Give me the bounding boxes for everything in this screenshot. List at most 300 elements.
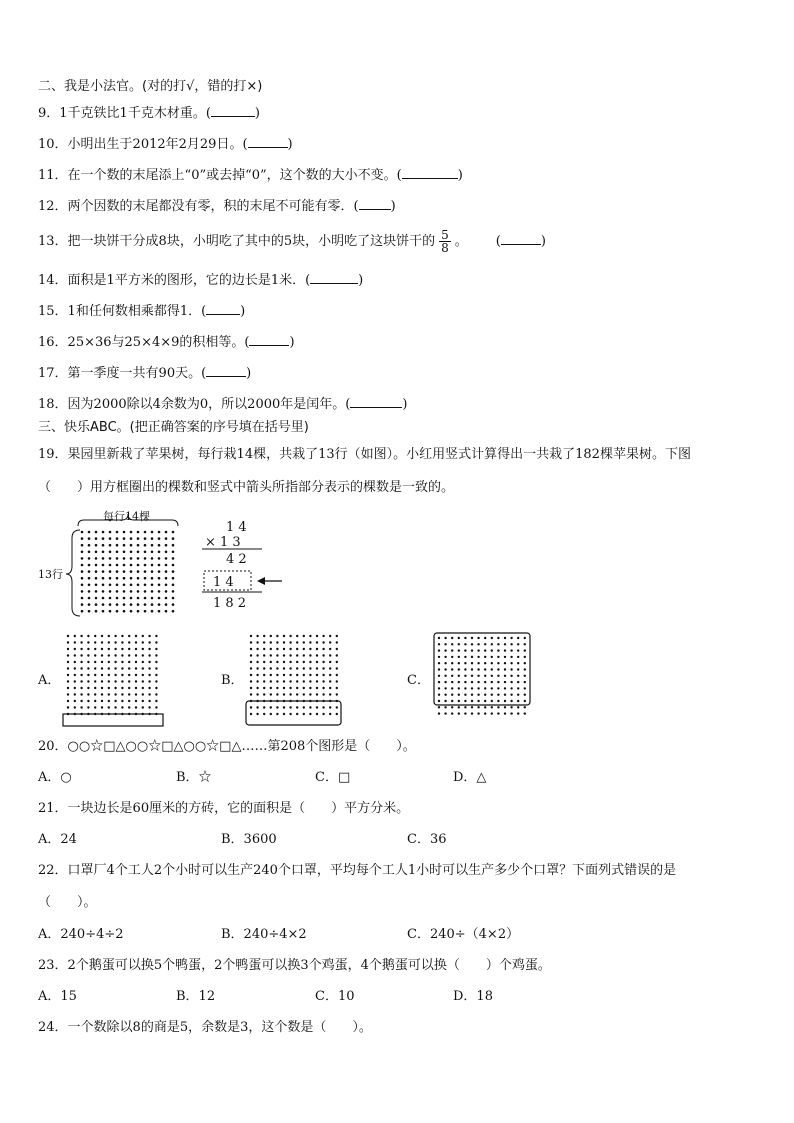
tree-dot — [250, 641, 252, 643]
tree-dot — [263, 693, 265, 695]
tree-dot — [144, 551, 147, 554]
q22-option-b[interactable]: B．240÷4×2 — [221, 927, 307, 942]
tree-dot — [510, 712, 512, 714]
tree-dot — [471, 643, 473, 645]
tree-dot — [128, 635, 130, 637]
tree-dot — [151, 597, 154, 600]
q23-option-d[interactable]: D．18 — [453, 989, 493, 1004]
tree-dot — [491, 637, 493, 639]
tree-dot — [81, 551, 84, 554]
tree-dot — [309, 693, 311, 695]
tree-dot — [484, 706, 486, 708]
q22-option-a[interactable]: A．240÷4÷2 — [38, 927, 124, 942]
item-text: 把一块饼干分成8块，小明吃了其中的5块，小明吃了这块饼干的 — [67, 234, 436, 249]
q20-option-a[interactable]: A．○ — [38, 770, 72, 785]
tree-dot — [336, 680, 338, 682]
tree-dot — [491, 649, 493, 651]
tree-dot — [94, 700, 96, 702]
tree-dot — [137, 557, 140, 560]
tree-dot — [135, 706, 137, 708]
option-a-label[interactable]: A． — [38, 673, 61, 688]
q22-option-c[interactable]: C．240÷（4×2） — [407, 927, 520, 942]
tree-dot — [74, 687, 76, 689]
tree-dot — [137, 551, 140, 554]
tree-dot — [81, 597, 84, 600]
option-c-dot-grid — [438, 637, 526, 715]
tree-dot — [250, 654, 252, 656]
tree-dot — [158, 537, 161, 540]
tree-dot — [87, 667, 89, 669]
tree-dot — [121, 693, 123, 695]
tree-dot — [524, 649, 526, 651]
tree-dot — [283, 687, 285, 689]
tree-dot — [263, 661, 265, 663]
tree-dot — [296, 667, 298, 669]
tree-dot — [477, 694, 479, 696]
tree-dot — [172, 551, 175, 554]
calc-row-product: 1 8 2 — [213, 596, 247, 611]
tree-dot — [524, 694, 526, 696]
tree-dot — [250, 693, 252, 695]
tree-dot — [158, 577, 161, 580]
item-number: 17． — [38, 366, 68, 381]
tree-dot — [94, 680, 96, 682]
tree-dot — [336, 635, 338, 637]
tree-dot — [144, 537, 147, 540]
tree-dot — [491, 712, 493, 714]
tree-dot — [263, 713, 265, 715]
tree-dot — [471, 649, 473, 651]
tree-dot — [283, 680, 285, 682]
tree-dot — [296, 687, 298, 689]
tree-dot — [88, 570, 91, 573]
tree-dot — [67, 635, 69, 637]
option-b-label[interactable]: B． — [221, 673, 244, 688]
tree-dot — [524, 643, 526, 645]
tree-dot — [444, 649, 446, 651]
tree-dot — [130, 603, 133, 606]
tree-dot — [158, 557, 161, 560]
item-text: 小明出生于2012年2月29日。( — [67, 137, 248, 152]
tree-dot — [504, 712, 506, 714]
option-c-label[interactable]: C． — [407, 673, 430, 688]
tree-dot — [130, 537, 133, 540]
q23-option-a[interactable]: A．15 — [38, 989, 77, 1004]
tree-dot — [250, 706, 252, 708]
tree-dot — [451, 637, 453, 639]
tree-dot — [491, 656, 493, 658]
tree-dot — [438, 643, 440, 645]
tree-dot — [74, 641, 76, 643]
tree-dot — [101, 654, 103, 656]
tree-dot — [148, 667, 150, 669]
tree-dot — [80, 635, 82, 637]
tree-dot — [250, 674, 252, 676]
tree-dot — [155, 700, 157, 702]
tree-dot — [80, 641, 82, 643]
tree-dot — [296, 674, 298, 676]
tree-dot — [94, 674, 96, 676]
tree-dot — [444, 712, 446, 714]
tree-dot — [322, 648, 324, 650]
tree-dot — [316, 706, 318, 708]
tree-dot — [80, 661, 82, 663]
option-c-box — [434, 633, 530, 705]
q20-option-c[interactable]: C．□ — [315, 770, 351, 785]
tree-dot — [524, 700, 526, 702]
tree-dot — [67, 641, 69, 643]
tree-dot — [497, 649, 499, 651]
item-text: 第一季度一共有90天。( — [67, 366, 207, 381]
tree-dot — [128, 693, 130, 695]
tree-dot — [114, 700, 116, 702]
tree-dot — [316, 680, 318, 682]
tree-dot — [123, 557, 126, 560]
tree-dot — [109, 557, 112, 560]
tree-dot — [524, 662, 526, 664]
tree-dot — [135, 635, 137, 637]
tree-dot — [94, 654, 96, 656]
tree-dot — [296, 641, 298, 643]
tree-dot — [329, 674, 331, 676]
tree-dot — [87, 654, 89, 656]
tree-dot — [151, 544, 154, 547]
tree-dot — [148, 674, 150, 676]
tree-dot — [102, 557, 105, 560]
tree-dot — [67, 674, 69, 676]
tree-dot — [94, 706, 96, 708]
tree-dot — [95, 577, 98, 580]
tree-dot — [121, 700, 123, 702]
tree-dot — [95, 584, 98, 587]
tree-dot — [524, 637, 526, 639]
tree-dot — [109, 577, 112, 580]
tree-dot — [108, 680, 110, 682]
tree-dot — [74, 700, 76, 702]
tree-dot — [263, 641, 265, 643]
tree-dot — [484, 668, 486, 670]
item-text: ○○☆□△○○☆□△○○☆□△……第208个图形是（ ）。 — [67, 739, 416, 754]
tree-dot — [336, 661, 338, 663]
tree-dot — [464, 675, 466, 677]
q24-stem — [38, 1020, 372, 1036]
judge-item-10: 10．小明出生于2012年2月29日。( ) — [38, 137, 293, 152]
tree-dot — [497, 643, 499, 645]
tree-dot — [464, 668, 466, 670]
tree-dot — [497, 668, 499, 670]
item-number: 16． — [38, 335, 68, 350]
tree-dot — [135, 700, 137, 702]
tree-dot — [121, 667, 123, 669]
tree-dot — [451, 656, 453, 658]
tree-dot — [510, 662, 512, 664]
tree-dot — [504, 706, 506, 708]
tree-dot — [101, 680, 103, 682]
tree-dot — [94, 648, 96, 650]
tree-dot — [148, 680, 150, 682]
calc-row-partial-1: 4 2 — [226, 552, 247, 567]
tree-dot — [114, 641, 116, 643]
tree-dot — [471, 687, 473, 689]
tree-dot — [88, 577, 91, 580]
vertical-calculation — [202, 520, 282, 611]
q21-option-b[interactable]: B．3600 — [221, 832, 277, 847]
tree-dot — [128, 641, 130, 643]
tree-dot — [148, 654, 150, 656]
tree-dot — [137, 537, 140, 540]
item-number: 9． — [38, 106, 60, 121]
q20-option-b[interactable]: B．☆ — [176, 770, 212, 785]
tree-dot — [108, 648, 110, 650]
tree-dot — [471, 668, 473, 670]
tree-dot — [458, 668, 460, 670]
tree-dot — [329, 654, 331, 656]
tree-dot — [67, 700, 69, 702]
tree-dot — [144, 590, 147, 593]
tree-dot — [67, 661, 69, 663]
tree-dot — [109, 531, 112, 534]
tree-dot — [329, 680, 331, 682]
tree-dot — [276, 654, 278, 656]
tree-dot — [151, 557, 154, 560]
item-text: 1和任何数相乘都得1．( — [67, 304, 207, 319]
tree-dot — [130, 610, 133, 613]
tree-dot — [151, 564, 154, 567]
tree-dot — [135, 674, 137, 676]
tree-dot — [504, 637, 506, 639]
tree-dot — [510, 706, 512, 708]
tree-dot — [303, 693, 305, 695]
tree-dot — [130, 544, 133, 547]
tree-dot — [114, 674, 116, 676]
tree-dot — [130, 570, 133, 573]
calc-row-multiplier: × 1 3 — [205, 535, 241, 550]
q23-option-b[interactable]: B．12 — [176, 989, 216, 1004]
tree-dot — [121, 641, 123, 643]
tree-dot — [135, 648, 137, 650]
tree-dot — [451, 687, 453, 689]
tree-dot — [316, 635, 318, 637]
tree-dot — [329, 661, 331, 663]
tree-dot — [155, 648, 157, 650]
tree-dot — [165, 557, 168, 560]
item-number: 23． — [38, 958, 68, 973]
tree-dot — [144, 597, 147, 600]
tree-dot — [444, 662, 446, 664]
tree-dot — [123, 531, 126, 534]
tree-dot — [81, 544, 84, 547]
tree-dot — [336, 713, 338, 715]
tree-dot — [504, 675, 506, 677]
tree-dot — [101, 661, 103, 663]
tree-dot — [116, 537, 119, 540]
item-number: 21． — [38, 801, 68, 816]
tree-dot — [80, 700, 82, 702]
tree-dot — [283, 713, 285, 715]
tree-dot — [491, 700, 493, 702]
item-text: 果园里新栽了苹果树，每行栽14棵，共栽了13行（如图）。小红用竖式计算得出一共栽了182棵苹果树。下图 — [67, 447, 691, 462]
tree-dot — [517, 681, 519, 683]
q21-option-c[interactable]: C．36 — [407, 832, 447, 847]
tree-dot — [80, 667, 82, 669]
tree-dot — [329, 693, 331, 695]
tree-dot — [142, 667, 144, 669]
tree-dot — [491, 681, 493, 683]
tree-dot — [108, 661, 110, 663]
tree-dot — [336, 641, 338, 643]
tree-dot — [95, 544, 98, 547]
tree-dot — [109, 564, 112, 567]
tree-dot — [256, 654, 258, 656]
tree-dot — [102, 584, 105, 587]
tree-dot — [102, 577, 105, 580]
tree-dot — [142, 680, 144, 682]
q19-line2: （ ）用方框圈出的棵数和竖式中箭头所指部分表示的棵数是一致的。 — [38, 480, 455, 495]
tree-dot — [484, 687, 486, 689]
q22-line2: （ ）。 — [38, 895, 97, 910]
tree-dot — [491, 662, 493, 664]
tree-dot — [296, 654, 298, 656]
tree-dot — [504, 694, 506, 696]
tree-dot — [250, 648, 252, 650]
tree-dot — [130, 551, 133, 554]
tree-dot — [491, 706, 493, 708]
tree-dot — [270, 635, 272, 637]
tree-dot — [135, 687, 137, 689]
tree-dot — [309, 661, 311, 663]
tree-dot — [80, 687, 82, 689]
tree-dot — [329, 667, 331, 669]
tree-dot — [477, 687, 479, 689]
tree-dot — [165, 551, 168, 554]
tree-dot — [256, 693, 258, 695]
tree-dot — [451, 694, 453, 696]
tree-dot — [137, 590, 140, 593]
q21-stem — [38, 801, 409, 817]
q23-option-c[interactable]: C．10 — [315, 989, 355, 1004]
tree-dot — [137, 570, 140, 573]
tree-dot — [316, 693, 318, 695]
tree-dot — [322, 706, 324, 708]
tree-dot — [309, 680, 311, 682]
tree-dot — [316, 667, 318, 669]
tree-dot — [109, 597, 112, 600]
tree-dot — [270, 693, 272, 695]
tree-dot — [80, 654, 82, 656]
tree-dot — [336, 667, 338, 669]
tree-dot — [504, 649, 506, 651]
tree-dot — [497, 694, 499, 696]
tree-dot — [263, 667, 265, 669]
tree-dot — [458, 694, 460, 696]
tree-dot — [309, 648, 311, 650]
tree-dot — [158, 590, 161, 593]
tree-dot — [87, 706, 89, 708]
tree-dot — [81, 603, 84, 606]
tree-dot — [289, 680, 291, 682]
tree-dot — [336, 706, 338, 708]
tree-dot — [135, 693, 137, 695]
tree-dot — [114, 654, 116, 656]
calc-row-partial-2: 1 4 — [213, 575, 234, 590]
tree-dot — [303, 667, 305, 669]
tree-dot — [477, 681, 479, 683]
tree-dot — [296, 635, 298, 637]
tree-dot — [137, 531, 140, 534]
tree-dot — [283, 635, 285, 637]
section-2-title: 二、我是小法官。(对的打√，错的打×) — [38, 79, 263, 94]
tree-dot — [438, 700, 440, 702]
tree-dot — [81, 564, 84, 567]
tree-dot — [81, 610, 84, 613]
tree-dot — [464, 706, 466, 708]
judge-item-9: 9．1千克铁比1千克木材重。( ) — [38, 106, 260, 121]
tree-dot — [309, 674, 311, 676]
tree-dot — [87, 648, 89, 650]
tree-dot — [322, 674, 324, 676]
tree-dot — [74, 654, 76, 656]
item-number: 20． — [38, 739, 68, 754]
judge-item-12: 12．两个因数的末尾都没有零，积的末尾不可能有零．( ) — [38, 199, 396, 214]
tree-dot — [477, 668, 479, 670]
tree-dot — [316, 648, 318, 650]
tree-dot — [491, 668, 493, 670]
tree-dot — [130, 577, 133, 580]
tree-dot — [289, 635, 291, 637]
tree-dot — [471, 637, 473, 639]
judge-item-18: 18．因为2000除以4余数为0，所以2000年是闰年。( ) — [38, 397, 408, 412]
tree-dot — [517, 687, 519, 689]
tree-dot — [116, 544, 119, 547]
tree-dot — [123, 610, 126, 613]
tree-dot — [458, 700, 460, 702]
tree-dot — [451, 668, 453, 670]
tree-dot — [471, 675, 473, 677]
tree-dot — [464, 656, 466, 658]
q22-line1 — [38, 863, 676, 879]
q20-option-d[interactable]: D．△ — [453, 770, 487, 785]
tree-dot — [296, 693, 298, 695]
item-text: 一个数除以8的商是5，余数是3，这个数是（ ）。 — [67, 1020, 372, 1035]
tree-dot — [155, 641, 157, 643]
tree-dot — [458, 712, 460, 714]
tree-dot — [148, 635, 150, 637]
tree-dot — [329, 706, 331, 708]
tree-dot — [155, 667, 157, 669]
tree-dot — [504, 662, 506, 664]
tree-dot — [270, 674, 272, 676]
tree-dot — [123, 597, 126, 600]
tree-dot — [444, 656, 446, 658]
tree-dot — [109, 551, 112, 554]
tree-dot — [123, 570, 126, 573]
q21-option-a[interactable]: A．24 — [38, 832, 77, 847]
tree-dot — [148, 706, 150, 708]
tree-dot — [504, 687, 506, 689]
tree-dot — [464, 687, 466, 689]
tree-dot — [101, 693, 103, 695]
tree-dot — [81, 570, 84, 573]
tree-dot — [155, 706, 157, 708]
tree-dot — [74, 693, 76, 695]
tree-dot — [137, 610, 140, 613]
item-number: 15． — [38, 304, 68, 319]
tree-dot — [289, 648, 291, 650]
tree-dot — [158, 584, 161, 587]
tree-dot — [148, 641, 150, 643]
tree-dot — [151, 570, 154, 573]
tree-dot — [296, 661, 298, 663]
